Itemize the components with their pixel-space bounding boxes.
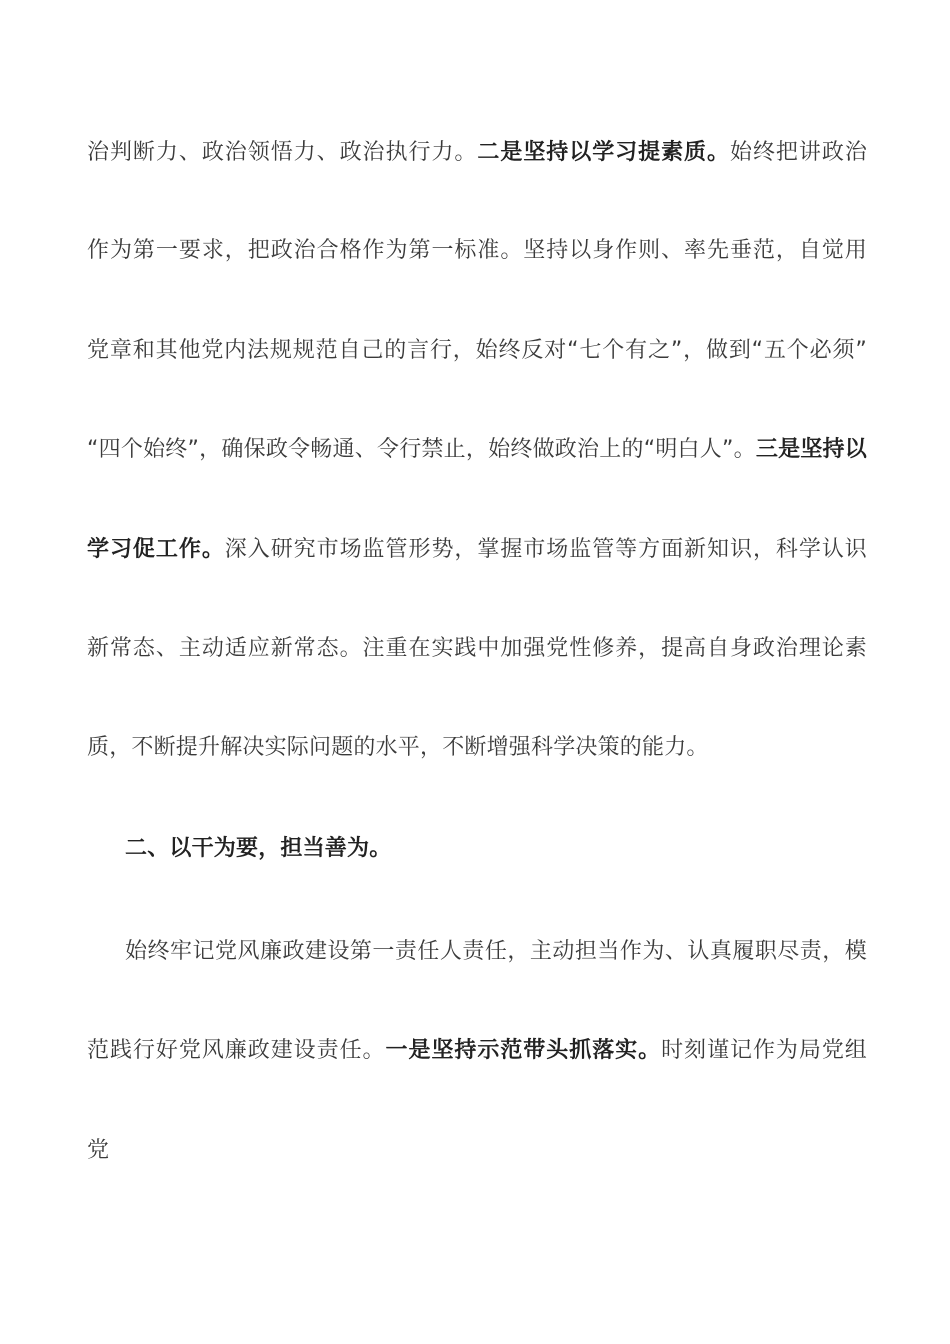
text-run: 始终把讲政治 [730,140,868,165]
paragraph-line-7 [87,733,867,763]
bold-heading-run: 二是坚持以学习提素质。 [477,140,730,165]
bold-heading-run: 一是坚持示范带头抓落实。 [385,1038,662,1063]
text-run: 质，不断提升解决实际问题的水平，不断增强科学决策的能力。 [87,735,709,760]
section-heading-text: 二、以干为要，担当善为。 [125,836,392,861]
paragraph-line-9 [125,937,867,967]
paragraph-line-11 [87,1136,867,1166]
paragraph-line-3 [87,336,867,366]
paragraph-line-2 [87,236,867,266]
text-run: 新常态、主动适应新常态。注重在实践中加强党性修养，提高自身政治理论素 [87,636,867,661]
text-run: “四个始终”，确保政令畅通、令行禁止，始终做政治上的“明白人”。 [87,437,756,462]
text-run: 党 [87,1138,110,1163]
paragraph-line-4 [87,435,867,465]
text-run: 范践行好党风廉政建设责任。 [87,1038,386,1063]
paragraph-line-6 [87,634,867,664]
text-run: 时刻谨记作为局党组 [661,1038,867,1063]
paragraph-line-5 [87,535,867,565]
text-run: 深入研究市场监管形势，掌握市场监管等方面新知识，科学认识 [224,537,867,562]
text-run: 作为第一要求，把政治合格作为第一标准。坚持以身作则、率先垂范，自觉用 [87,238,867,263]
text-run: 党章和其他党内法规规范自己的言行，始终反对“七个有之”，做到“五个必须” [87,338,867,363]
text-run: 始终牢记党风廉政建设第一责任人责任，主动担当作为、认真履职尽责，模 [125,939,867,964]
section-heading [125,834,867,864]
paragraph-line-10 [87,1036,867,1066]
bold-heading-run: 三是坚持以 [755,437,867,462]
bold-heading-run: 学习促工作。 [87,537,225,562]
text-run: 治判断力、政治领悟力、政治执行力。 [87,140,478,165]
paragraph-line-1 [87,138,867,168]
